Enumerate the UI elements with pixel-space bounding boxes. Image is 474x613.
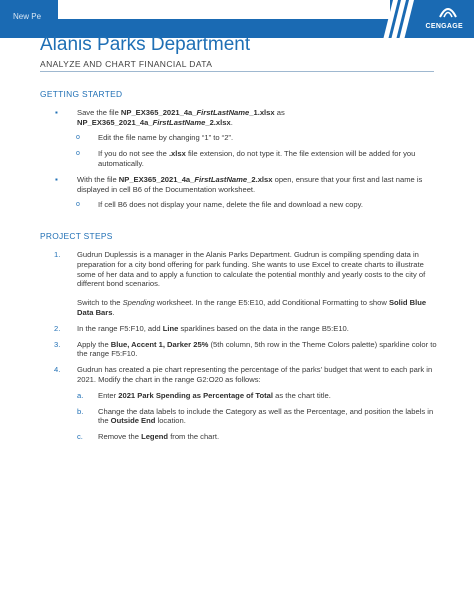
sheet-name-italic: Spending — [122, 298, 155, 308]
document-body — [40, 90, 440, 448]
sub-list-item — [40, 133, 440, 143]
sub-list-item — [40, 200, 440, 210]
item-text: . — [230, 117, 233, 127]
list-item — [40, 108, 440, 128]
item-text: Switch to the — [77, 298, 123, 308]
sub-step-letter: b. — [77, 406, 84, 416]
step-number: 3. — [54, 339, 61, 349]
item-text: Apply the — [77, 339, 111, 349]
step-item — [40, 340, 440, 360]
list-item — [40, 175, 440, 195]
item-text: Save the file — [77, 107, 121, 117]
page-subtitle: ANALYZE AND CHART FINANCIAL DATA — [40, 59, 213, 69]
item-text: If you do not see the — [98, 149, 169, 159]
extension-bold: .xlsx — [168, 149, 186, 159]
circle-bullet-icon: o — [76, 201, 80, 209]
item-text: Edit the file name by changing “1” to “2”. — [98, 133, 234, 143]
step-number: 1. — [54, 249, 61, 259]
sub-list-item — [40, 149, 440, 169]
square-bullet-icon: ▪ — [55, 174, 58, 184]
item-text: (5th column, 5th row in the Theme Colors palette) sparkline color to the range F5:F10. — [77, 339, 437, 359]
sub-step-item — [40, 391, 440, 401]
header-tag: New Pe — [13, 12, 42, 21]
filename-italic: FirstLastName — [194, 174, 248, 184]
step-item — [40, 250, 440, 318]
format-bold: Solid Blue Data Bars — [77, 298, 427, 317]
header-overlay — [58, 0, 390, 19]
item-text: If cell B6 does not display your name, delete the file and download a new copy. — [98, 200, 363, 210]
filename-italic: FirstLastName — [152, 117, 206, 127]
filename-bold: NP_EX365_2021_4a_ — [120, 107, 197, 117]
sub-step-item — [40, 432, 440, 442]
title-divider — [40, 71, 434, 72]
step-number: 4. — [54, 365, 61, 375]
step-text: Gudrun Duplessis is a manager in the Alanis Parks Department. Gudrun is compiling spending data in preparation for a city bond offering for park funding. She wants to use Excel to create charts to illustrate some of her data and to apply a function to calculate the potential monthly and yearly costs to the city of different bond scenarios. — [77, 249, 426, 289]
item-text: from the chart. — [168, 432, 220, 442]
item-text: location. — [155, 416, 186, 426]
sub-step-letter: c. — [77, 432, 83, 442]
item-text: With the file — [77, 174, 119, 184]
filename-bold: _2.xlsx — [205, 117, 231, 127]
cengage-logo-icon — [438, 5, 458, 19]
brand-name: CENGAGE — [425, 23, 463, 30]
color-name-bold: Blue, Accent 1, Darker 25% — [110, 339, 209, 349]
step-item — [40, 365, 440, 385]
sparkline-type-bold: Line — [162, 323, 179, 333]
item-text: sparklines based on the data in the range B5:E10. — [178, 323, 349, 333]
filename-bold: NP_EX365_2021_4a_ — [118, 174, 195, 184]
section-heading-project-steps: PROJECT STEPS — [40, 231, 113, 242]
sub-step-letter: a. — [77, 390, 84, 400]
label-position-bold: Outside End — [110, 416, 156, 426]
filename-bold: _2.xlsx — [247, 174, 273, 184]
page-title: Alanis Parks Department — [40, 34, 251, 55]
item-text: file extension, do not type it. The file extension will be added for you automatically. — [98, 149, 416, 168]
step-number: 2. — [54, 323, 61, 333]
step-item — [40, 324, 440, 334]
section-heading-getting-started: GETTING STARTED — [40, 89, 123, 99]
circle-bullet-icon: o — [76, 150, 80, 158]
chart-title-bold: 2021 Park Spending as Percentage of Total — [118, 390, 274, 400]
item-text: Change the data labels to include the Category as well as the Percentage, and position the labels in the — [98, 406, 434, 426]
step-text: Gudrun has created a pie chart representing the percentage of the parks’ budget that went to each park in 2021. Modify the chart in the range G2:O20 as follows: — [77, 365, 433, 384]
sub-step-item — [40, 407, 440, 427]
item-text: . — [112, 307, 115, 317]
item-text: In the range F5:F10, add — [77, 323, 163, 333]
filename-bold: NP_EX365_2021_4a_ — [77, 117, 153, 127]
item-text: open, ensure that your first and last name is displayed in cell B6 of the Documentation worksheet. — [77, 174, 423, 194]
item-text: as — [274, 107, 285, 117]
circle-bullet-icon: o — [76, 134, 80, 142]
legend-bold: Legend — [141, 432, 169, 442]
item-text: Enter — [98, 390, 119, 400]
filename-italic: FirstLastName — [196, 107, 250, 117]
item-text: as the chart title. — [273, 390, 331, 400]
square-bullet-icon: ▪ — [55, 107, 58, 117]
filename-bold: _1.xlsx — [249, 107, 275, 117]
header-banner — [0, 0, 474, 38]
step-text — [77, 298, 440, 318]
item-text: Remove the — [98, 432, 142, 442]
item-text: worksheet. In the range E5:E10, add Conditional Formatting to show — [154, 298, 389, 308]
